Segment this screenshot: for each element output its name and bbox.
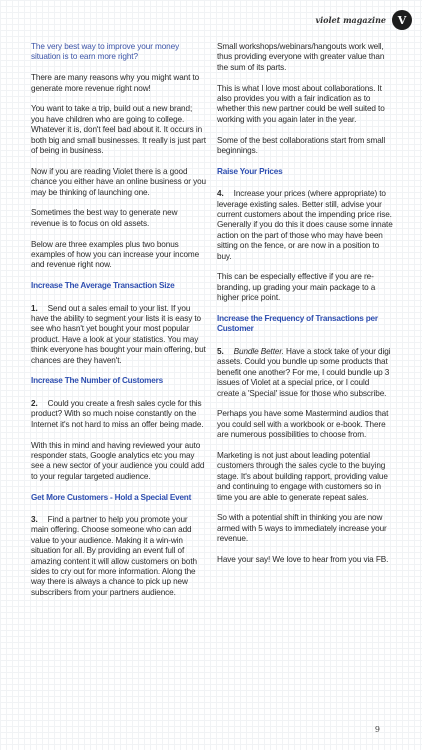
item-number: 3. <box>31 514 38 524</box>
numbered-paragraph <box>31 399 207 430</box>
section-heading: Increase The Number of Customers <box>31 376 163 386</box>
paragraph: Perhaps you have some Mastermind audios that you could sell with a workbook or e-book. There are numerous possibilities to choose from. <box>217 409 389 440</box>
paragraph: There are many reasons why you might want to generate more revenue right now! <box>31 73 200 93</box>
paragraph: Marketing is not just about leading potential customers through the sales cycle to the buying stage. It's about building rapport, providing value and continuing to engage with customers so in time you are able to generate repeat sales. <box>217 450 388 502</box>
item-text: Could you create a fresh sales cycle for this product? With so much noise constantly on the Internet it's not hard to miss an offer being made. <box>31 398 204 429</box>
section-heading: Raise Your Prices <box>217 166 283 176</box>
paragraph: This can be especially effective if you are re-branding, up grading your main package to a higher price point. <box>217 272 376 303</box>
page-number: 9 <box>374 725 380 734</box>
item-number: 4. <box>217 189 224 199</box>
right-column <box>217 42 393 576</box>
magazine-title: violet magazine <box>315 15 386 25</box>
paragraph: Now if you are reading Violet there is a good chance you either have an online business or you may be thinking of launching one. <box>31 166 206 197</box>
item-text: Increase your prices (where appropriate) to leverage existing sales. Better still, advise your current customers about the impending price rise. Generally if you do this it does cause some innate action on the part of those who may have been sitting on the fence, or are now in a position to buy. <box>217 189 393 261</box>
section-heading: Increase the Frequency of Transactions per Customer <box>217 314 378 334</box>
item-number: 2. <box>31 398 38 408</box>
left-column <box>31 42 207 609</box>
numbered-paragraph <box>217 189 393 262</box>
item-text: Find a partner to help you promote your main offering. Choose someone who can add value to your audience. Making it a win-win situation for all. By providing an event full of amazing content it will allow customers on both sides to cry out for more information. Along the way there is always a chance to pick up new subscribers from your partners audience. <box>31 514 197 597</box>
section-heading: Increase The Average Transaction Size <box>31 281 175 291</box>
item-lead: Bundle Better. <box>233 346 284 356</box>
paragraph: Below are three examples plus two bonus examples of how you can increase your income and revenue right now. <box>31 239 200 270</box>
paragraph: You want to take a trip, build out a new brand; you have children who are going to college. Whatever it is, don't feel bad about it. It occurs in both big and small businesses. It really is just part of being in business. <box>31 104 206 156</box>
paragraph: Small workshops/webinars/hangouts work well, thus providing everyone with greater value than the sum of its parts. <box>217 42 385 72</box>
intro-question: The very best way to improve your money situation is to earn more right? <box>31 42 180 62</box>
paragraph: So with a potential shift in thinking you are now armed with 5 ways to immediately increase your revenue. <box>217 513 387 544</box>
violet-logo-icon: V <box>392 10 412 30</box>
paragraph: Some of the best collaborations start from small beginnings. <box>217 135 386 156</box>
section-heading: Get More Customers - Hold a Special Event <box>31 492 192 502</box>
item-number: 5. <box>217 346 224 356</box>
item-text: Send out a sales email to your list. If you have the ability to segment your lists it is easy to see who hasn't yet bought your most popular product. Have a look at your statistics. You may think everyone has bought your main offering, but chances are they haven't. <box>31 303 206 365</box>
numbered-paragraph <box>31 304 207 366</box>
paragraph: Have your say! We love to hear from you via FB. <box>217 554 389 564</box>
page-header <box>315 10 412 30</box>
numbered-paragraph <box>217 347 393 399</box>
paragraph: This is what I love most about collaborations. It also provides you with a fair indication as to whether this new partner could be well suited to working with you again later in the year. <box>217 83 385 124</box>
paragraph: Sometimes the best way to generate new revenue is to focus on old assets. <box>31 208 178 228</box>
item-text: Have a stock take of your digi assets. Could you bundle up some products that benefit one another? For me, I could bundle up 3 issues of Violet at a special price, or I could create a 'Special' issue for those who subscribe. <box>217 346 391 398</box>
paragraph: With this in mind and having reviewed your auto responder stats, Google analytics etc you may see a new sector of your audience you could add to your regular targeted audience. <box>31 440 205 481</box>
numbered-paragraph <box>31 515 207 598</box>
item-number: 1. <box>31 303 38 313</box>
